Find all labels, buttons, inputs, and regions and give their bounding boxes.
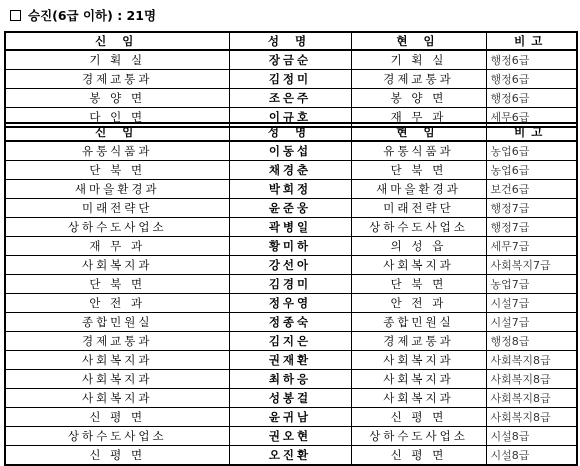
table-row [5, 313, 577, 332]
cell-note: 사회복지7급 [486, 256, 577, 275]
cell-note: 행정6급 [486, 70, 577, 89]
table-row [5, 161, 577, 180]
table-row [5, 50, 577, 70]
table-row [5, 180, 577, 199]
table-row [5, 408, 577, 427]
cell-note: 시설7급 [486, 294, 577, 313]
cell-note: 행정8급 [486, 332, 577, 351]
header-new-post: 신 임 [5, 32, 229, 50]
table-row [5, 332, 577, 351]
cell-new-post: 사회복지과 [5, 389, 229, 408]
cell-note: 사회복지8급 [486, 351, 577, 370]
cell-current-post: 사회복지과 [351, 351, 486, 370]
cell-current-post: 경제교통과 [351, 70, 486, 89]
cell-note: 행정6급 [486, 50, 577, 70]
table-row [5, 70, 577, 89]
cell-name: 정종숙 [229, 313, 351, 332]
table-row [5, 237, 577, 256]
cell-note: 시설8급 [486, 427, 577, 446]
table-row [5, 446, 577, 466]
cell-name: 곽병일 [229, 218, 351, 237]
header-note: 비고 [486, 123, 577, 141]
cell-new-post: 상하수도사업소 [5, 218, 229, 237]
table-row [5, 389, 577, 408]
cell-current-post: 사회복지과 [351, 256, 486, 275]
cell-new-post: 경제교통과 [5, 70, 229, 89]
cell-new-post: 사회복지과 [5, 256, 229, 275]
cell-current-post: 의 성 읍 [351, 237, 486, 256]
table-row [5, 141, 577, 161]
cell-name: 강선아 [229, 256, 351, 275]
table-row [5, 89, 577, 108]
header-new-post: 신 임 [5, 123, 229, 141]
cell-name: 채경춘 [229, 161, 351, 180]
cell-name: 황미하 [229, 237, 351, 256]
cell-name: 김지은 [229, 332, 351, 351]
cell-note: 세무6급 [486, 108, 577, 128]
cell-note: 행정6급 [486, 89, 577, 108]
cell-note: 사회복지8급 [486, 389, 577, 408]
header-current-post: 현 임 [351, 32, 486, 50]
cell-current-post: 안 전 과 [351, 294, 486, 313]
cell-new-post: 단 북 면 [5, 275, 229, 294]
cell-new-post: 새마을환경과 [5, 180, 229, 199]
cell-current-post: 새마을환경과 [351, 180, 486, 199]
cell-current-post: 봉 양 면 [351, 89, 486, 108]
cell-new-post: 경제교통과 [5, 332, 229, 351]
cell-name: 김경미 [229, 275, 351, 294]
cell-note: 농업6급 [486, 161, 577, 180]
table-row [5, 275, 577, 294]
cell-note: 시설8급 [486, 446, 577, 466]
promotion-table-1 [4, 31, 578, 128]
header-name: 성 명 [229, 32, 351, 50]
cell-note: 세무7급 [486, 237, 577, 256]
cell-current-post: 단 북 면 [351, 275, 486, 294]
cell-name: 윤귀남 [229, 408, 351, 427]
cell-current-post: 기 획 실 [351, 50, 486, 70]
table-row [5, 427, 577, 446]
cell-current-post: 신 평 면 [351, 446, 486, 466]
table-row [5, 294, 577, 313]
cell-new-post: 미래전략단 [5, 199, 229, 218]
cell-new-post: 재 무 과 [5, 237, 229, 256]
cell-new-post: 봉 양 면 [5, 89, 229, 108]
cell-current-post: 재 무 과 [351, 108, 486, 128]
cell-name: 정우영 [229, 294, 351, 313]
cell-new-post: 사회복지과 [5, 351, 229, 370]
cell-new-post: 기 획 실 [5, 50, 229, 70]
cell-current-post: 사회복지과 [351, 389, 486, 408]
cell-current-post: 사회복지과 [351, 370, 486, 389]
cell-current-post: 미래전략단 [351, 199, 486, 218]
table-header-row [5, 123, 577, 141]
table-row [5, 256, 577, 275]
header-current-post: 현 임 [351, 123, 486, 141]
table-row [5, 370, 577, 389]
cell-name: 이동섭 [229, 141, 351, 161]
header-note: 비고 [486, 32, 577, 50]
cell-current-post: 신 평 면 [351, 408, 486, 427]
cell-note: 행정7급 [486, 218, 577, 237]
cell-new-post: 단 북 면 [5, 161, 229, 180]
header-name: 성 명 [229, 123, 351, 141]
cell-note: 시설7급 [486, 313, 577, 332]
section-title [10, 6, 156, 24]
section-title-text: 승진(6급 이하) : 21명 [28, 8, 157, 23]
cell-name: 성봉걸 [229, 389, 351, 408]
table-row [5, 199, 577, 218]
cell-note: 행정7급 [486, 199, 577, 218]
cell-name: 조은주 [229, 89, 351, 108]
cell-note: 사회복지8급 [486, 370, 577, 389]
cell-note: 농업6급 [486, 141, 577, 161]
cell-note: 보건6급 [486, 180, 577, 199]
cell-current-post: 경제교통과 [351, 332, 486, 351]
table-row [5, 351, 577, 370]
cell-new-post: 종합민원실 [5, 313, 229, 332]
cell-name: 박희정 [229, 180, 351, 199]
cell-current-post: 단 북 면 [351, 161, 486, 180]
cell-new-post: 안 전 과 [5, 294, 229, 313]
cell-name: 권오현 [229, 427, 351, 446]
cell-name: 이규호 [229, 108, 351, 128]
cell-name: 최하응 [229, 370, 351, 389]
cell-new-post: 상하수도사업소 [5, 427, 229, 446]
cell-new-post: 신 평 면 [5, 446, 229, 466]
cell-name: 장금순 [229, 50, 351, 70]
cell-new-post: 신 평 면 [5, 408, 229, 427]
cell-name: 오진환 [229, 446, 351, 466]
cell-new-post: 유통식품과 [5, 141, 229, 161]
table-row [5, 218, 577, 237]
cell-current-post: 종합민원실 [351, 313, 486, 332]
cell-new-post: 다 인 면 [5, 108, 229, 128]
cell-new-post: 사회복지과 [5, 370, 229, 389]
cell-name: 권재환 [229, 351, 351, 370]
cell-current-post: 상하수도사업소 [351, 427, 486, 446]
cell-name: 김정미 [229, 70, 351, 89]
cell-note: 농업7급 [486, 275, 577, 294]
cell-current-post: 상하수도사업소 [351, 218, 486, 237]
cell-name: 윤준웅 [229, 199, 351, 218]
cell-current-post: 유통식품과 [351, 141, 486, 161]
table-header-row [5, 32, 577, 50]
checkbox-icon [10, 10, 21, 21]
cell-note: 사회복지8급 [486, 408, 577, 427]
promotion-table-2 [4, 122, 578, 466]
